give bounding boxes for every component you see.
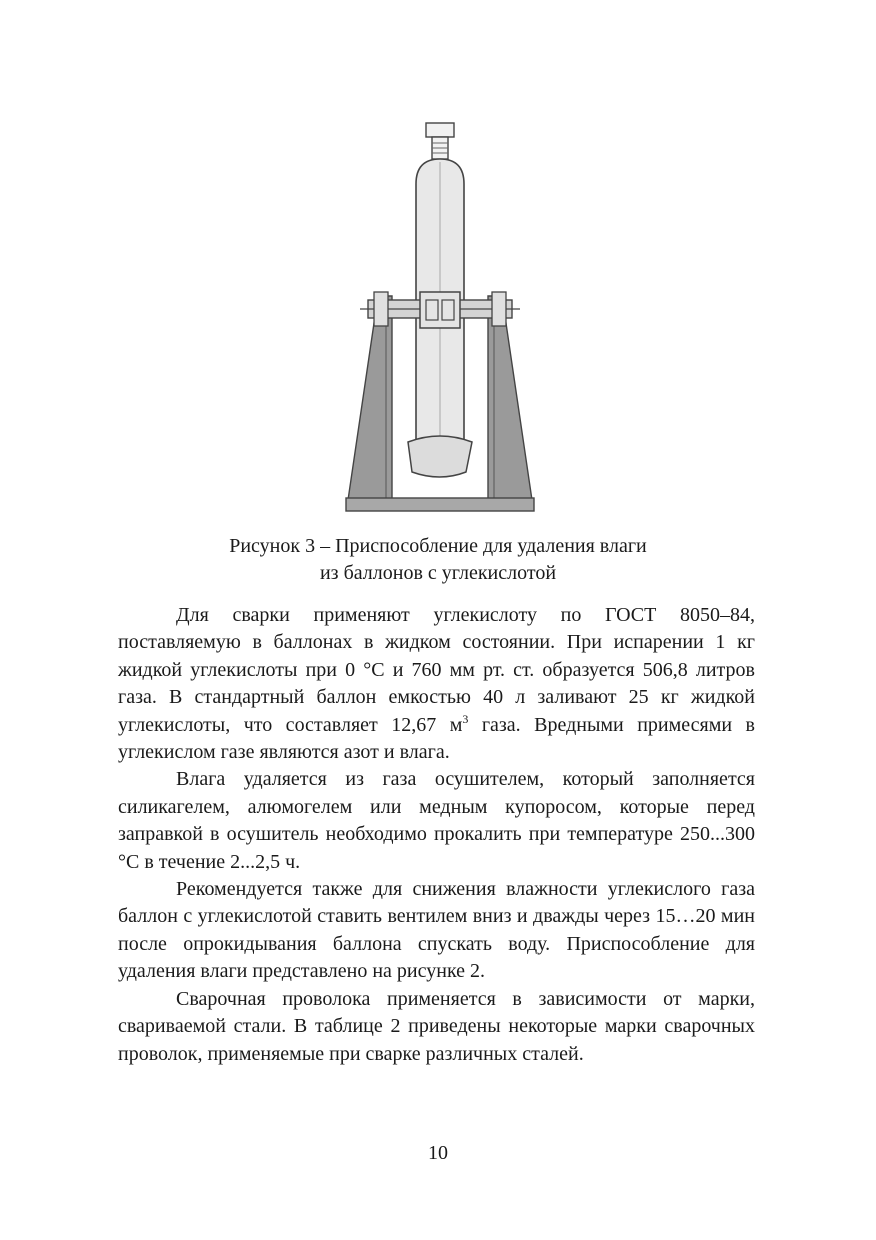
- right-bolt: [492, 292, 506, 326]
- figure-drawing: [340, 118, 540, 518]
- paragraph-2: Влага удаляется из газа осушителем, который заполняется силикагелем, алюмогелем или медным купоросом, которые перед заправкой в осушитель необходимо прокалить при температуре 250...300 °С в течение 2...2,5 ч.: [118, 768, 755, 873]
- body-text: [118, 602, 755, 1068]
- paragraph-4: Сварочная проволока применяется в зависимости от марки, свариваемой стали. В таблице 2 приведены некоторые марки сварочных проволок, применяемые при сварке различных сталей.: [118, 987, 755, 1065]
- base-plate: [346, 498, 534, 511]
- left-bolt: [374, 292, 388, 326]
- caption-line-2: из баллонов с углекислотой: [319, 562, 557, 584]
- figure-caption: [0, 533, 876, 587]
- paragraph-1-text-end: газа. Вредными примесями в углекислом газе являются азот и влага.: [118, 713, 755, 764]
- paragraph-1-text: Для сварки применяют углекислоту по ГОСТ 8050–84, поставляемую в баллонах в жидком состоянии. При испарении 1 кг жидкой углекислоты при 0 °С и 760 мм рт. ст. образуется 506,8 литров газа. В стандартный баллон емкостью 40 л заливают 25 кг жидкой углекислоты, что составляет 12,67 м: [118, 604, 755, 736]
- caption-line-1: Рисунок 3 – Приспособление для удаления влаги: [229, 535, 647, 557]
- cylinder-shoe: [408, 436, 472, 477]
- valve-cap: [426, 123, 454, 137]
- page-number: 10: [428, 1142, 448, 1164]
- paragraph-1: [118, 602, 755, 766]
- cubic-superscript: 3: [462, 711, 469, 726]
- paragraph-3: Рекомендуется также для снижения влажности углекислого газа баллон с углекислотой ставить вентилем вниз и дважды через 15…20 мин после опрокидывания баллона спускать воду. Приспособление для удаления влаги представлено на рисунке 2.: [118, 878, 755, 983]
- cylinder-fixture-drawing: [340, 118, 540, 518]
